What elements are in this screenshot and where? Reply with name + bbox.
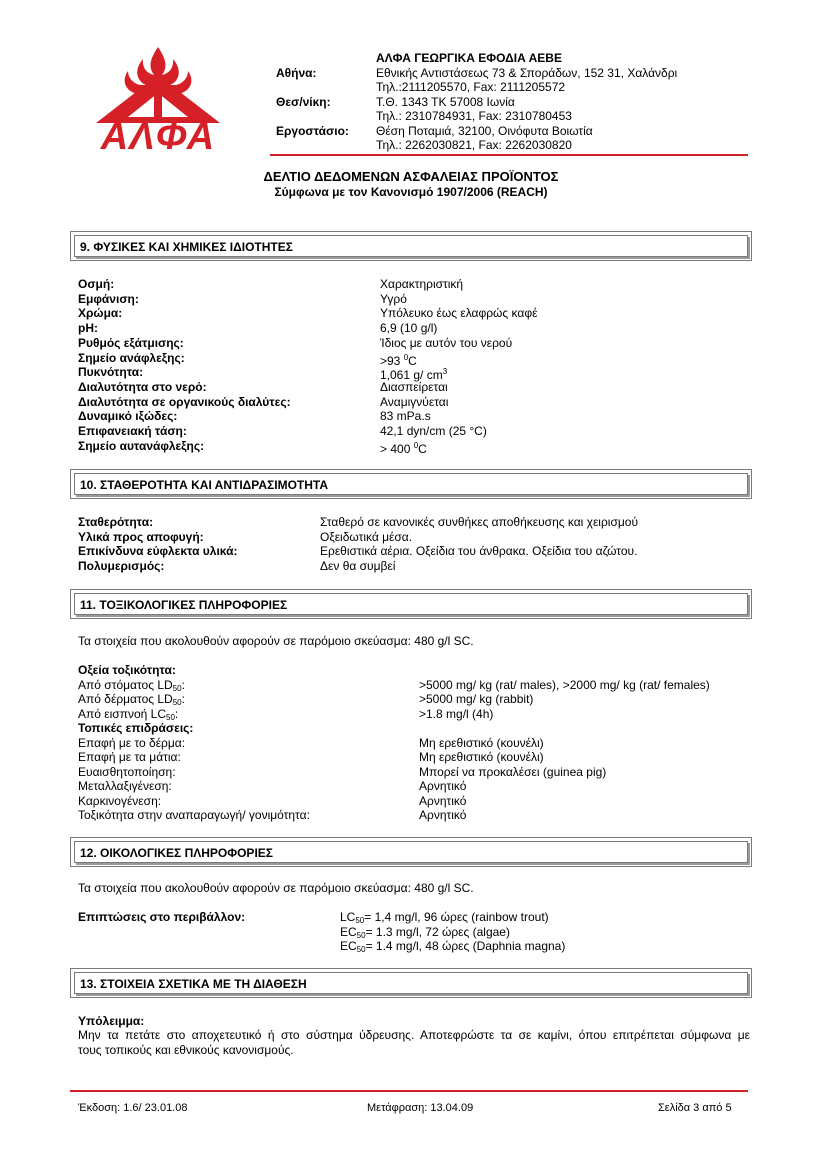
effect-metric: EC	[340, 939, 357, 954]
athens-label: Αθήνα:	[276, 66, 317, 80]
acute-route: Από εισπνοή LC	[78, 706, 167, 721]
residue-heading: Υπόλειμμα:	[78, 1014, 145, 1028]
property-value	[380, 306, 537, 321]
property-value-superscript: 3	[442, 367, 448, 377]
effect-metric: LC	[340, 910, 356, 924]
effect-detail: = 1,4 mg/l, 96 ώρες (rainbow trout)	[364, 910, 549, 924]
environment-effects-label: Επιπτώσεις στο περιβάλλον:	[78, 910, 246, 924]
acute-subscript: 50	[172, 698, 182, 708]
local-effect-label: Ευαισθητοποίηση:	[78, 764, 176, 779]
effect-subscript: 50	[355, 916, 365, 925]
effect-detail: = 1.4 mg/l, 48 ώρες (Daphnia magna)	[365, 939, 566, 954]
local-effect-label: Επαφή με το δέρμα:	[78, 736, 186, 750]
property-value	[380, 439, 427, 457]
property-label: Ρυθμός εξάτμισης:	[78, 335, 184, 350]
property-value-text: Ίδιος με αυτόν του νερού	[380, 335, 513, 350]
property-value-text: 83 mPa.s	[380, 409, 431, 424]
section-13-title: 13. ΣΤΟΙΧΕΙΑ ΣΧΕΤΙΚΑ ΜΕ ΤΗ ΔΙΑΘΕΣΗ	[80, 977, 307, 991]
section-11-intro: Τα στοιχεία που ακολουθούν αφορούν σε παρόμοιο σκεύασμα: 480 g/l SC.	[78, 634, 474, 648]
section-12-header	[70, 837, 752, 867]
section-11-title: 11. ΤΟΞΙΚΟΛΟΓΙΚΕΣ ΠΛΗΡΟΦΟΡΙΕΣ	[80, 598, 288, 612]
local-effect-label: Τοξικότητα στην αναπαραγωγή/ γονιμότητα:	[78, 808, 310, 822]
local-effect-value: Μπορεί να προκαλέσει (guinea pig)	[419, 764, 607, 779]
property-value-text: Υπόλευκο έως ελαφρώς καφέ	[380, 306, 538, 321]
stability-value: Οξειδωτικά μέσα.	[320, 529, 413, 544]
stability-label: Υλικά προς αποφυγή:	[78, 529, 204, 544]
stability-label: Επικίνδυνα εύφλεκτα υλικά:	[78, 544, 238, 559]
thessaloniki-phone: Τηλ.: 2310784931, Fax: 2310780453	[376, 109, 572, 123]
disposal-line-1: Μην τα πετάτε στο αποχετευτικό ή στο σύστημα ύδρευσης. Αποτεφρώστε τα σε καμίνι, όπου επιτρέπεται σύμφωνα με	[78, 1028, 750, 1042]
environment-effect	[340, 939, 565, 958]
factory-address: Θέση Ποταμιά, 32100, Οινόφυτα Βοιωτία	[376, 124, 593, 138]
stability-value: Σταθερό σε κανονικές συνθήκες αποθήκευσης και χειρισμού	[320, 515, 639, 529]
local-effect-label: Επαφή με τα μάτια:	[78, 750, 181, 765]
property-label: Οσμή:	[78, 277, 115, 291]
property-value-superscript: 0	[413, 440, 419, 450]
stability-label: Πολυμερισμός:	[78, 559, 165, 574]
property-label: Σημείο ανάφλεξης:	[78, 350, 185, 365]
section-12-intro: Τα στοιχεία που ακολουθούν αφορούν σε παρόμοιο σκεύασμα: 480 g/l SC.	[78, 881, 474, 895]
section-10-header	[70, 469, 752, 499]
factory-phone: Τηλ.: 2262030821, Fax: 2262030820	[376, 138, 572, 152]
section-9-title: 9. ΦΥΣΙΚΕΣ ΚΑΙ ΧΗΜΙΚΕΣ ΙΔΙΟΤΗΤΕΣ	[80, 240, 293, 254]
local-effect-value: Μη ερεθιστικό (κουνέλι)	[419, 736, 544, 750]
acute-subscript: 50	[166, 712, 175, 722]
thessaloniki-label: Θεσ/νίκη:	[276, 95, 331, 109]
section-10-title: 10. ΣΤΑΘΕΡΟΤΗΤΑ ΚΑΙ ΑΝΤΙΔΡΑΣΙΜΟΤΗΤΑ	[80, 478, 329, 492]
stability-label: Σταθερότητα:	[78, 515, 154, 529]
property-label: Διαλυτότητα στο νερό:	[78, 379, 207, 394]
acute-toxicity-value: >5000 mg/ kg (rat/ males), >2000 mg/ kg (rat/ females)	[419, 677, 710, 692]
document-title: ΔΕΛΤΙΟ ΔΕΔΟΜΕΝΩΝ ΑΣΦΑΛΕΙΑΣ ΠΡΟΪΟΝΤΟΣ	[263, 169, 559, 184]
property-value-unit: C	[418, 441, 427, 456]
acute-route: Από στόματος LD	[78, 677, 173, 692]
factory-label: Εργοστάσιο:	[276, 124, 349, 138]
property-value-text: > 400	[380, 441, 414, 456]
acute-subscript: 50	[172, 683, 182, 693]
acute-colon: :	[174, 706, 179, 721]
thessaloniki-address: Τ.Θ. 1343 ΤΚ 57008 Ιωνία	[376, 95, 515, 109]
property-value-text: Υγρό	[380, 291, 407, 306]
section-13-header	[70, 968, 752, 998]
property-value	[380, 277, 463, 292]
acute-toxicity-heading: Οξεία τοξικότητα:	[78, 663, 176, 677]
footer-divider	[70, 1090, 748, 1092]
property-value	[380, 395, 448, 410]
property-value-text: Χαρακτηριστική	[380, 277, 464, 291]
athens-address: Εθνικής Αντιστάσεως 73 & Σποράδων, 152 31, Χαλάνδρι	[376, 66, 678, 80]
acute-route: Από δέρματος LD	[78, 692, 173, 707]
athens-phone: Τηλ.:2111205570, Fax: 2111205572	[376, 80, 566, 94]
property-value-text: 1,061 g/ cm	[380, 368, 443, 383]
document-subtitle: Σύμφωνα με τον Κανονισμό 1907/2006 (REACH)	[274, 185, 548, 199]
property-value-text: 6,9 (10 g/l)	[380, 321, 438, 336]
company-name: ΑΛΦΑ ΓΕΩΡΓΙΚΑ ΕΦΟΔΙΑ ΑΕΒΕ	[376, 51, 562, 65]
property-value	[380, 380, 448, 395]
local-effect-label: Μεταλλαξιγένεση:	[78, 779, 172, 794]
property-value	[380, 409, 431, 424]
footer-translation: Μετάφραση: 13.04.09	[367, 1102, 474, 1114]
local-effect-value: Αρνητικό	[419, 779, 467, 794]
effect-metric: EC	[340, 924, 357, 939]
effect-subscript: 50	[356, 930, 366, 940]
local-effect-value: Αρνητικό	[419, 808, 467, 822]
property-label: Πυκνότητα:	[78, 365, 144, 380]
property-value-unit: C	[408, 353, 417, 368]
property-value-text: Διασπείρεται	[380, 379, 448, 394]
acute-toxicity-value: >5000 mg/ kg (rabbit)	[419, 692, 534, 707]
property-value-text: Αναμιγνύεται	[380, 394, 449, 409]
acute-toxicity-value: >1.8 mg/l (4h)	[419, 706, 494, 721]
property-value	[380, 336, 512, 351]
section-11-header	[70, 589, 752, 619]
footer-page-number: Σελίδα 3 από 5	[658, 1102, 732, 1114]
property-value-text: 42,1 dyn/cm (25 °C)	[380, 424, 487, 438]
local-effect-value: Αρνητικό	[419, 793, 467, 808]
local-effect-value: Μη ερεθιστικό (κουνέλι)	[419, 750, 544, 765]
property-value-superscript: 0	[403, 352, 409, 362]
local-effect-label: Καρκινογένεση:	[78, 793, 162, 808]
footer-edition: Έκδοση: 1.6/ 23.01.08	[78, 1102, 188, 1114]
property-label: Χρώμα:	[78, 306, 123, 321]
acute-colon: :	[181, 692, 185, 707]
property-label: Διαλυτότητα σε οργανικούς διαλύτες:	[78, 394, 291, 409]
property-label: Σημείο αυτανάφλεξης:	[78, 438, 205, 453]
section-12-title: 12. ΟΙΚΟΛΟΓΙΚΕΣ ΠΛΗΡΟΦΟΡΙΕΣ	[80, 846, 273, 860]
acute-colon: :	[181, 677, 185, 692]
local-effects-heading: Τοπικές επιδράσεις:	[78, 721, 194, 735]
property-label: pH:	[78, 321, 98, 336]
property-value	[380, 321, 437, 336]
section-9-header	[70, 231, 752, 261]
svg-text:ΑΛΦΑ: ΑΛΦΑ	[100, 116, 216, 153]
property-value	[380, 424, 487, 439]
property-label: Δυναμικό ιξώδες:	[78, 409, 178, 424]
property-value	[380, 292, 407, 307]
company-logo	[88, 45, 228, 153]
stability-value: Ερεθιστικά αέρια. Οξείδια του άνθρακα. Οξείδια του αζώτου.	[320, 544, 638, 559]
disposal-line-2: τους τοπικούς και εθνικούς κανονισμούς.	[78, 1043, 294, 1057]
property-value-text: >93	[380, 353, 404, 368]
property-label: Επιφανειακή τάση:	[78, 424, 187, 438]
effect-subscript: 50	[356, 945, 366, 955]
effect-detail: = 1.3 mg/l, 72 ώρες (algae)	[365, 924, 510, 939]
header-divider	[270, 154, 748, 156]
stability-value: Δεν θα συμβεί	[320, 559, 396, 574]
property-label: Εμφάνιση:	[78, 291, 139, 306]
